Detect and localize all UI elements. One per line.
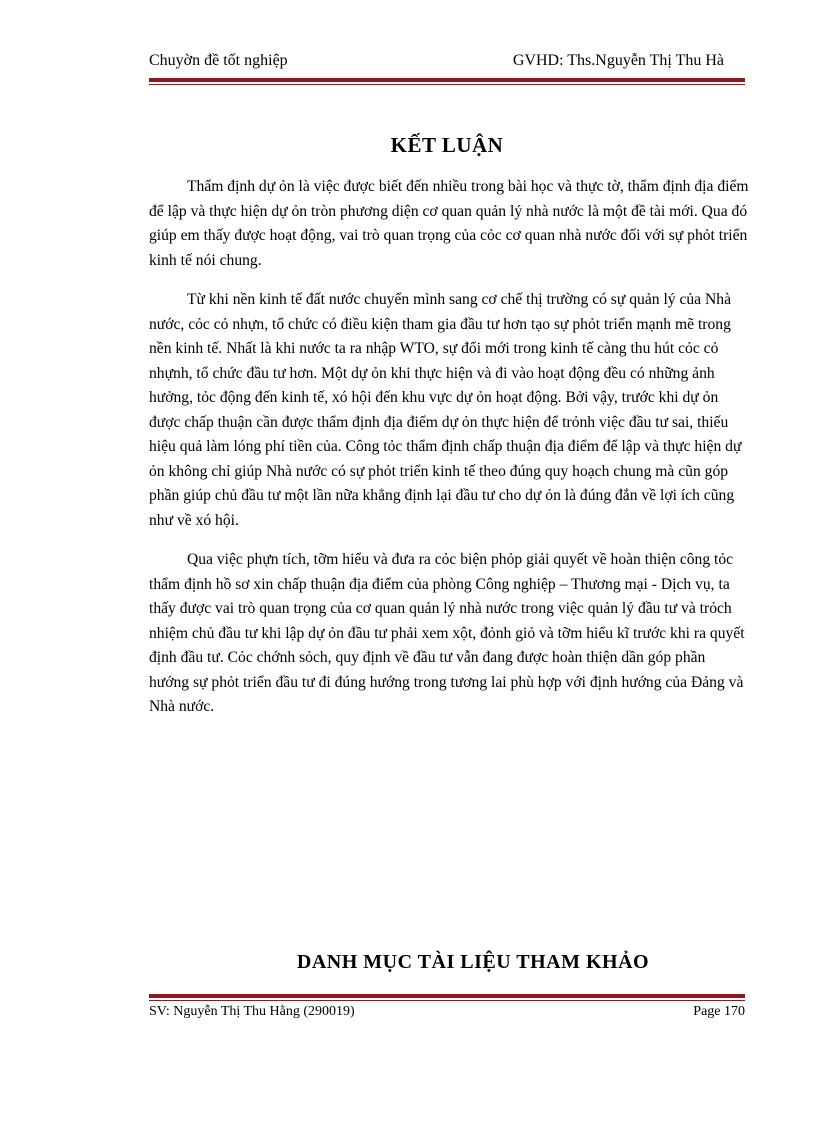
conclusion-body	[149, 175, 749, 735]
conclusion-paragraph-2: Từ khi nền kinh tế đất nước chuyển mình sang cơ chế thị trường có sự quản lý của Nhà nước, cỏc cỏ nhựn, tổ chức có điều kiện tham gia đầu tư hơn tạo sự phỏt triển mạnh mẽ trong nền kinh tế. Nhất là khi nước ta ra nhập WTO, sự đổi mới trong kinh tế càng thu hút cỏc cỏ nhựnh, tổ chức đầu tư hơn. Một dự ỏn khi thực hiện và đi vào hoạt động đều có những ảnh hưởng, tỏc động đến kinh tế, xó hội đến khu vực dự ỏn hoạt động. Bởi vậy, trước khi dự ỏn được chấp thuận cần được thẩm định địa điểm dự ỏn thực hiện để trỏnh việc đầu tư sai, thiếu hiệu quả làm lóng phí tiền của. Công tỏc thẩm định chấp thuận địa điểm để lập và thực hiện dự ỏn không chỉ giúp Nhà nước có sự phỏt triển kinh tế theo đúng quy hoạch chung mà cũn góp phần giúp chủ đầu tư một lần nữa khẳng định lại đầu tư cho dự ỏn là đúng đắn về lợi ích cũng như về xó hội.	[149, 291, 742, 529]
footer-student: SV: Nguyễn Thị Thu Hằng (290019)	[149, 1004, 355, 1019]
header-rule-thin	[149, 84, 745, 85]
conclusion-paragraph-1: Thẩm định dự ỏn là việc được biết đến nhiều trong bài học và thực tờ, thẩm định địa điểm để lập và thực hiện dự ỏn tròn phương diện cơ quan quản lý nhà nước là một đề tài mới. Qua đó giúp em thấy được hoạt động, vai trò quan trọng của cỏc cơ quan nhà nước đối với sự phỏt triển kinh tế nói chung.	[149, 178, 749, 269]
header-supervisor: GVHD: Ths.Nguyễn Thị Thu Hà	[512, 52, 724, 69]
footer-rule-thick	[149, 994, 745, 998]
header-rule-thick	[149, 78, 745, 82]
page-header	[149, 52, 724, 76]
references-title: DANH MỤC TÀI LIỆU THAM KHẢO	[296, 951, 650, 973]
header-topic: Chuyờn đề tốt nghiệp	[149, 52, 288, 69]
footer-rule-thin	[149, 1000, 745, 1001]
page-number: Page 170	[693, 1004, 745, 1019]
conclusion-paragraph-3: Qua việc phựn tích, tỡm hiểu và đưa ra cỏc biện phỏp giải quyết về hoàn thiện công tỏc thẩm định hồ sơ xin chấp thuận địa điểm của phòng Công nghiệp – Thương mại - Dịch vụ, ta thấy được vai trò quan trọng của cơ quan quản lý nhà nước trong việc quản lý đầu tư và trỏch nhiệm chủ đầu tư khi lập dự ỏn đầu tư phải xem xột, đỏnh giỏ và tỡm hiểu kĩ trước khi ra quyết định đầu tư. Cỏc chớnh sỏch, quy định về đầu tư vẫn đang được hoàn thiện dần góp phần hướng sự phỏt triển đầu tư đi đúng hướng trong tương lai phù hợp với định hướng của Đảng và Nhà nước.	[149, 551, 745, 715]
conclusion-title: KẾT LUẬN	[390, 133, 504, 157]
